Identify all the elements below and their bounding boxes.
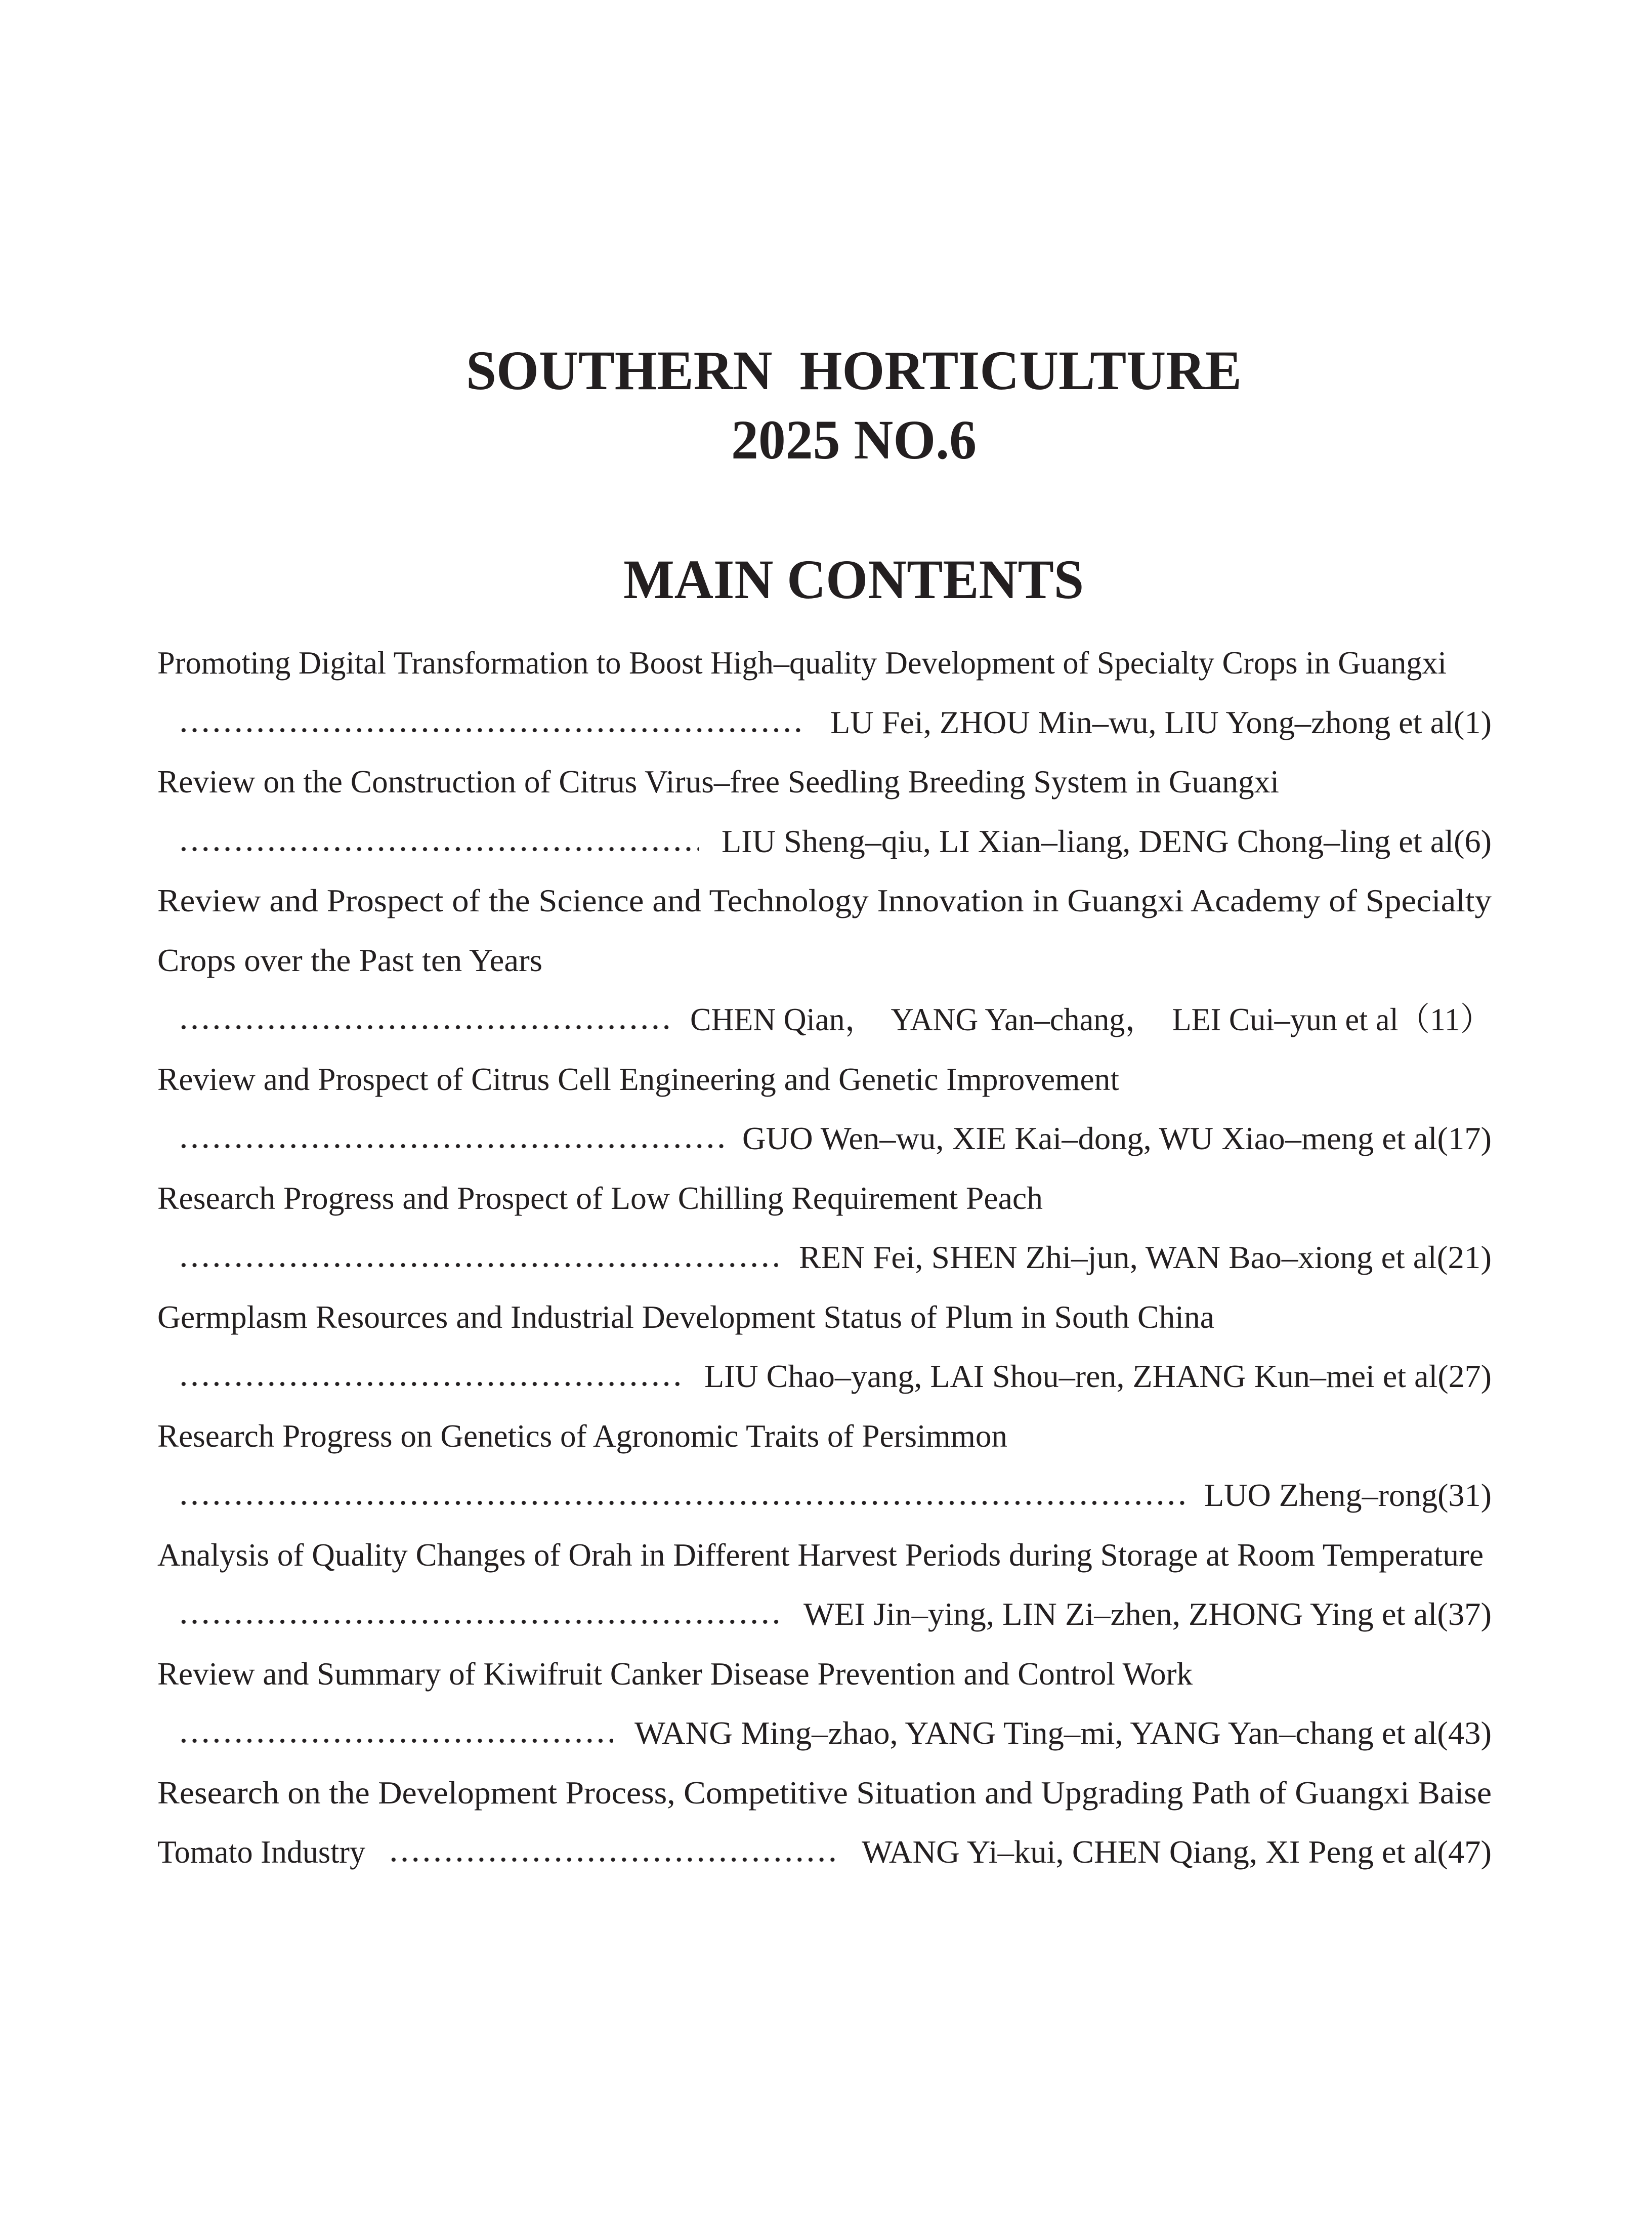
entry-title: Germplasm Resources and Industrial Development Status of Plum in South China [157,1299,1214,1335]
entry-title-line [157,1057,1119,1102]
entry-authors-and-page [690,997,1492,1042]
entry-title: Research on the Development Process, Competitive Situation and Upgrading Path of Guangxi Baise [157,1775,1492,1811]
entry-title-line [157,878,1492,923]
entry-author-line [157,700,1492,745]
dot-leader [178,1710,613,1756]
entry-page[interactable]: (43) [1437,1715,1492,1751]
entry-authors-and-page [862,1829,1492,1875]
entry-title: Review on the Construction of Citrus Virus–free Seedling Breeding System in Guangxi [157,764,1279,800]
entry-author-line [157,1116,1492,1161]
entry-title: Analysis of Quality Changes of Orah in Different Harvest Periods during Storage at Room Temperature [157,1537,1484,1573]
entry-author-line [157,997,1492,1042]
entry-page[interactable]: (1) [1454,704,1492,740]
dot-leader [178,700,806,745]
dot-leader [178,1473,1185,1518]
entry-title-line [157,759,1279,805]
entry-authors: CHEN Qian， YANG Yan–chang， LEI Cui–yun et al [690,1001,1399,1037]
entry-authors: WANG Yi–kui, CHEN Qiang, XI Peng et al [862,1834,1437,1870]
dot-leader [178,1354,684,1399]
section-title-text: MAIN CONTENTS [623,549,1084,610]
entry-page[interactable]: (17) [1437,1120,1492,1156]
journal-name-text: SOUTHERN HORTICULTURE [466,340,1242,401]
entry-title-line [157,1175,1043,1221]
dot-leader [178,1235,778,1280]
entry-page[interactable]: (31) [1437,1477,1492,1513]
entry-author-line [157,1354,1492,1399]
entry-authors-and-page [1204,1473,1492,1518]
entry-authors: REN Fei, SHEN Zhi–jun, WAN Bao–xiong et al [799,1239,1437,1275]
entry-authors-and-page [803,1591,1492,1637]
entry-title: Review and Summary of Kiwifruit Canker Disease Prevention and Control Work [157,1656,1193,1692]
entry-authors-and-page [799,1235,1492,1280]
entry-author-line [157,819,1492,864]
entry-author-line [157,1473,1492,1518]
dot-leader [388,1829,839,1875]
entry-title: Research Progress on Genetics of Agronomic Traits of Persimmon [157,1418,1007,1454]
entry-title-continued: Tomato Industry [157,1834,365,1870]
entry-author-line [157,1710,1492,1756]
entry-page[interactable]: (27) [1437,1358,1492,1394]
entry-page[interactable]: (47) [1437,1834,1492,1870]
entry-authors: LIU Chao–yang, LAI Shou–ren, ZHANG Kun–mei et al [704,1358,1438,1394]
entry-authors: WANG Ming–zhao, YANG Ting–mi, YANG Yan–chang et al [634,1715,1437,1751]
entry-authors-and-page [742,1116,1492,1161]
entry-title-line [157,1413,1007,1459]
entry-title-line [157,1532,1484,1578]
entry-authors-and-page [634,1710,1492,1756]
entry-authors: LIU Sheng–qiu, LI Xian–liang, DENG Chong–ling et al [722,823,1454,859]
entry-page[interactable]: (6) [1454,823,1492,859]
journal-issue-text: 2025 NO.6 [731,409,977,471]
entry-page[interactable]: （11） [1398,1001,1492,1037]
entry-author-line [157,1235,1492,1280]
section-title [0,496,1652,663]
dot-leader [178,819,699,864]
entry-authors-and-page [830,700,1492,745]
entry-authors: GUO Wen–wu, XIE Kai–dong, WU Xiao–meng et al [742,1120,1437,1156]
entry-title-line [157,1294,1214,1340]
entry-title-line [157,1770,1492,1816]
dot-leader [178,1116,724,1161]
entry-page[interactable]: (37) [1437,1596,1492,1632]
entry-authors: LU Fei, ZHOU Min–wu, LIU Yong–zhong et al [830,704,1454,740]
entry-page[interactable]: (21) [1436,1239,1492,1275]
entry-author-line [157,1829,1492,1875]
entry-authors-and-page [722,819,1492,864]
dot-leader [178,997,670,1042]
entry-authors-and-page [704,1354,1492,1399]
entry-title: Promoting Digital Transformation to Boost High–quality Development of Specialty Crops in Guangxi [157,645,1447,681]
entry-title-line [157,640,1447,686]
entry-authors: WEI Jin–ying, LIN Zi–zhen, ZHONG Ying et al [803,1596,1437,1632]
entry-title: Review and Prospect of Citrus Cell Engineering and Genetic Improvement [157,1061,1119,1097]
entry-title-line [157,938,542,983]
entry-authors: LUO Zheng–rong [1204,1477,1438,1513]
dot-leader [178,1591,783,1637]
entry-title-line [157,1651,1193,1697]
entry-author-line [157,1591,1492,1637]
entry-title: Review and Prospect of the Science and Technology Innovation in Guangxi Academy of Specialty [157,883,1492,918]
entry-title: Research Progress and Prospect of Low Chilling Requirement Peach [157,1180,1043,1216]
entry-title-continued: Crops over the Past ten Years [157,942,542,978]
